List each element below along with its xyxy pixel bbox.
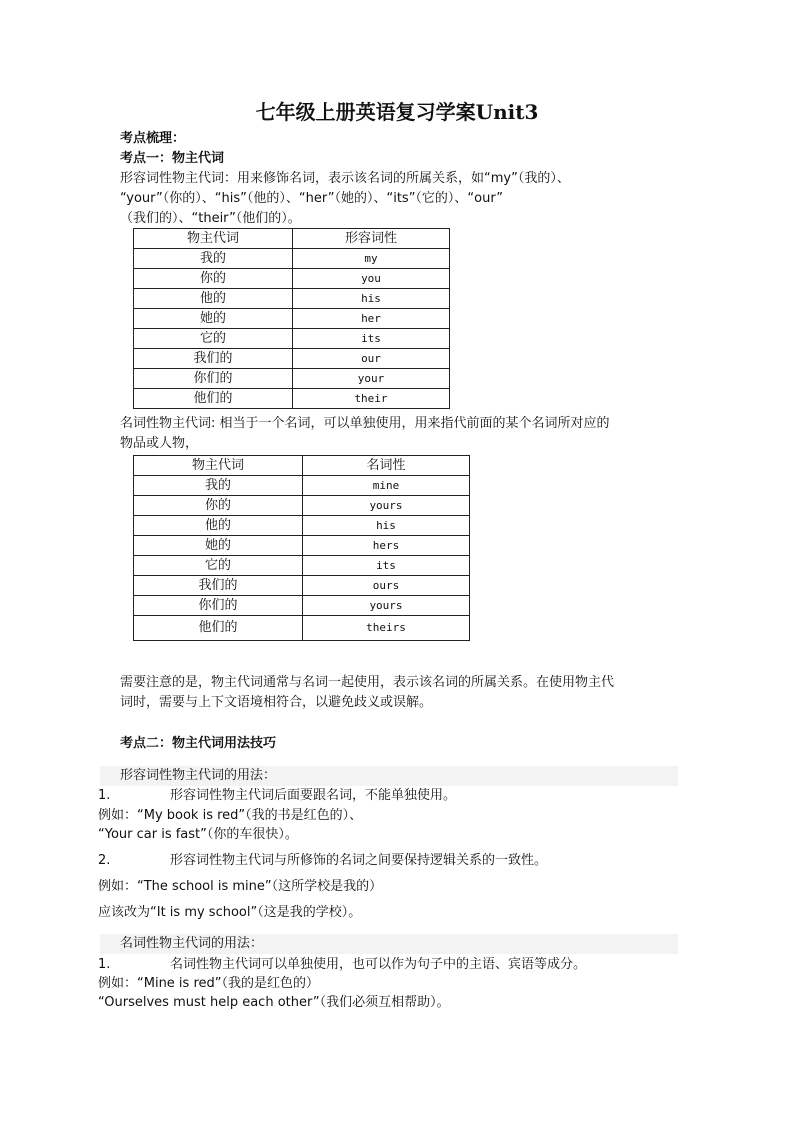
table-cell: 它的	[134, 329, 293, 349]
point1-heading: 考点一：物主代词	[120, 151, 225, 166]
noun-usage-title: 名词性物主代词的用法：	[120, 936, 264, 951]
table-cell: 她的	[134, 309, 293, 329]
table-cell: 他的	[134, 289, 293, 309]
table-row	[134, 576, 470, 596]
note-line-1: 需要注意的是，物主代词通常与名词一起使用，表示该名词的所属关系。在使用物主代	[120, 675, 615, 690]
table-row	[134, 496, 470, 516]
table-row	[134, 536, 470, 556]
table-row	[134, 389, 450, 409]
item1-example-1: 例如：“My book is red”（我的书是红色的）、	[98, 808, 363, 823]
item1-number: 1.	[98, 788, 111, 803]
table-cell: 他的	[134, 516, 303, 536]
table-header-cell: 名词性	[303, 456, 470, 476]
table-row	[134, 329, 450, 349]
table-cell: 你们的	[134, 369, 293, 389]
item1-example-2: “Your car is fast”（你的车很快）。	[98, 827, 298, 842]
table-row	[134, 369, 450, 389]
item3-example-1: 例如：“Mine is red”（我的是红色的）	[98, 976, 319, 991]
table-header-cell: 物主代词	[134, 229, 293, 249]
table-cell: 我们的	[134, 576, 303, 596]
table-cell: 它的	[134, 556, 303, 576]
table-cell: 我们的	[134, 349, 293, 369]
adj-usage-title: 形容词性物主代词的用法：	[120, 768, 277, 783]
table-cell: ours	[303, 576, 470, 596]
table-cell: mine	[303, 476, 470, 496]
table-header-row	[134, 456, 470, 476]
table-cell: his	[303, 516, 470, 536]
item3-example-2: “Ourselves must help each other”（我们必须互相帮助）。	[98, 995, 450, 1010]
item2-example-2: 应该改为“It is my school”（这是我的学校）。	[98, 905, 362, 920]
table-cell: 我的	[134, 476, 303, 496]
table-cell: hers	[303, 536, 470, 556]
table-cell: your	[293, 369, 450, 389]
table-header-cell: 物主代词	[134, 456, 303, 476]
table-cell: its	[303, 556, 470, 576]
item2-text: 形容词性物主代词与所修饰的名词之间要保持逻辑关系的一致性。	[170, 853, 548, 868]
page-title: 七年级上册英语复习学案Unit3	[255, 100, 539, 124]
table-cell: yours	[303, 496, 470, 516]
table-header-row	[134, 229, 450, 249]
adj-intro-line-2: “your”（你的）、“his”（他的）、“her”（她的）、“its”（它的）、“our”	[120, 191, 503, 206]
table-cell: you	[293, 269, 450, 289]
table-cell: our	[293, 349, 450, 369]
table-cell: his	[293, 289, 450, 309]
table-cell: yours	[303, 596, 470, 616]
table-cell: 我的	[134, 249, 293, 269]
table-row	[134, 309, 450, 329]
table-row	[134, 289, 450, 309]
table-cell: 他们的	[134, 616, 303, 641]
table-row	[134, 349, 450, 369]
table-cell: my	[293, 249, 450, 269]
item3-number: 1.	[98, 957, 111, 972]
table-cell: 她的	[134, 536, 303, 556]
note-line-2: 词时，需要与上下文语境相符合，以避免歧义或误解。	[120, 695, 433, 710]
item2-number: 2.	[98, 853, 111, 868]
table-cell: its	[293, 329, 450, 349]
table-row	[134, 269, 450, 289]
table-row	[134, 556, 470, 576]
table-row	[134, 516, 470, 536]
point2-heading: 考点二：物主代词用法技巧	[120, 736, 277, 751]
table-cell: 他们的	[134, 389, 293, 409]
noun-pronoun-table	[133, 455, 470, 641]
table-cell: 你们的	[134, 596, 303, 616]
table-row	[134, 476, 470, 496]
section-heading: 考点梳理：	[120, 131, 186, 146]
table-row	[134, 596, 470, 616]
table-row	[134, 616, 470, 641]
table-cell: 你的	[134, 269, 293, 289]
adj-intro-line-1: 形容词性物主代词：用来修饰名词，表示该名词的所属关系，如“my”（我的）、	[120, 171, 570, 186]
item2-example-1: 例如：“The school is mine”（这所学校是我的）	[98, 879, 383, 894]
item1-text: 形容词性物主代词后面要跟名词，不能单独使用。	[170, 788, 457, 803]
table-cell: 你的	[134, 496, 303, 516]
noun-intro-line-2: 物品或人物，	[120, 436, 199, 451]
table-cell: her	[293, 309, 450, 329]
item3-text: 名词性物主代词可以单独使用，也可以作为句子中的主语、宾语等成分。	[170, 957, 587, 972]
table-row	[134, 249, 450, 269]
table-cell: their	[293, 389, 450, 409]
adj-intro-line-3: （我们的）、“their”（他们的）。	[120, 211, 301, 226]
table-cell: theirs	[303, 616, 470, 641]
noun-intro-line-1: 名词性物主代词: 相当于一个名词，可以单独使用，用来指代前面的某个名词所对应的	[120, 416, 610, 431]
adjective-pronoun-table	[133, 228, 450, 409]
table-header-cell: 形容词性	[293, 229, 450, 249]
